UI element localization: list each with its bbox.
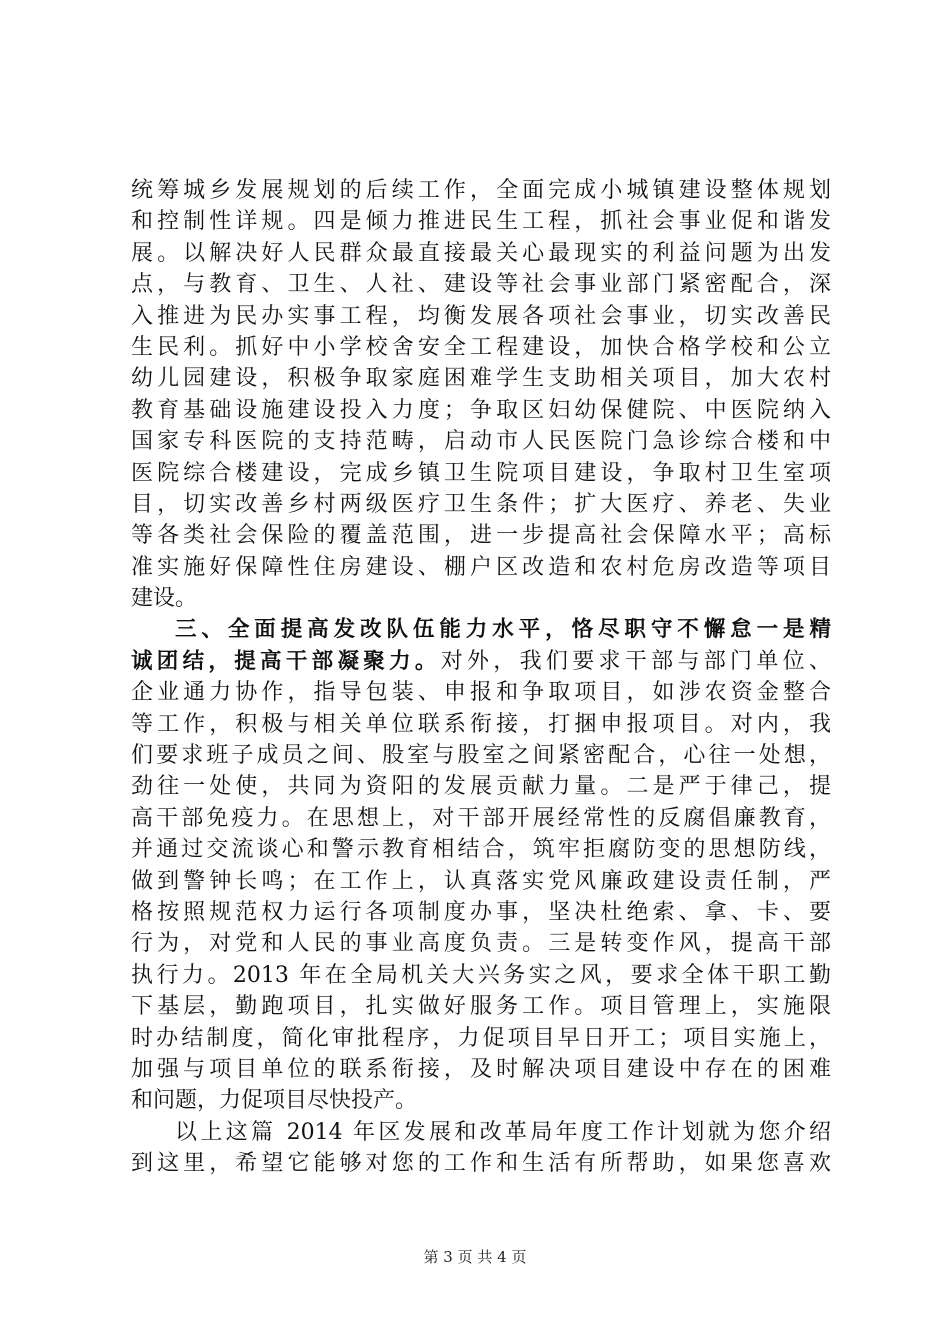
text-segment: 格按照规范权力运行各项制度办事，坚决杜绝索、拿、卡、要 — [131, 899, 831, 925]
text-line — [131, 991, 831, 1022]
bold-text-segment: 诚团结，提高干部凝聚力。 — [131, 648, 441, 674]
text-line — [131, 709, 831, 740]
text-segment: 国家专科医院的支持范畴，启动市人民医院门急诊综合楼和中 — [131, 429, 831, 455]
text-line — [131, 677, 831, 708]
text-line — [131, 269, 831, 300]
text-segment: 医院综合楼建设，完成乡镇卫生院项目建设，争取村卫生室项 — [131, 460, 831, 486]
text-line — [131, 834, 831, 865]
text-segment: 加强与项目单位的联系衔接，及时解决项目建设中存在的困难 — [131, 1056, 831, 1082]
text-segment: 做到警钟长鸣；在工作上，认真落实党风廉政建设责任制，严 — [131, 868, 831, 894]
text-line — [131, 583, 831, 614]
text-segment: 建设。 — [131, 586, 198, 612]
text-line — [131, 489, 831, 520]
text-segment: 行为，对党和人民的事业高度负责。三是转变作风，提高干部 — [131, 931, 831, 957]
page-footer: 第 3 页 共 4 页 — [423, 1248, 527, 1266]
text-line — [131, 928, 831, 959]
text-segment: 准实施好保障性住房建设、棚户区改造和农村危房改造等项目 — [131, 554, 831, 580]
text-segment: 等工作，积极与相关单位联系衔接，打捆申报项目。对内，我 — [131, 711, 831, 737]
text-segment: 展。以解决好人民群众最直接最关心最现实的利益问题为出发 — [131, 240, 831, 266]
text-segment: 劲往一处使，共同为资阳的发展贡献力量。二是严于律己，提 — [131, 774, 831, 800]
text-line — [131, 301, 831, 332]
text-segment: 高干部免疫力。在思想上，对干部开展经常性的反腐倡廉教育， — [131, 805, 831, 831]
text-line — [131, 771, 831, 802]
bold-text-segment: 三、全面提高发改队伍能力水平，恪尽职守不懈怠一是精 — [175, 617, 831, 643]
text-segment: 幼儿园建设，积极争取家庭困难学生支助相关项目，加大农村 — [131, 366, 831, 392]
text-segment: 时办结制度，简化审批程序，力促项目早日开工；项目实施上， — [131, 1025, 831, 1051]
text-line — [131, 1085, 831, 1116]
text-segment: 等各类社会保险的覆盖范围，进一步提高社会保障水平；高标 — [131, 523, 831, 549]
text-line — [131, 1023, 831, 1054]
text-segment: 生民利。抓好中小学校舍安全工程建设，加快合格学校和公立 — [131, 334, 831, 360]
text-line — [131, 614, 831, 645]
text-line — [131, 740, 831, 771]
text-line — [131, 426, 831, 457]
text-line — [131, 646, 831, 677]
text-line — [131, 960, 831, 991]
text-line — [131, 332, 831, 363]
text-segment: 企业通力协作，指导包装、申报和争取项目，如涉农资金整合 — [131, 680, 831, 706]
text-line — [131, 866, 831, 897]
text-line — [131, 175, 831, 206]
text-segment: 统筹城乡发展规划的后续工作，全面完成小城镇建设整体规划 — [131, 178, 831, 203]
text-line — [131, 1054, 831, 1085]
text-segment: 到这里，希望它能够对您的工作和生活有所帮助，如果您喜欢 — [131, 1151, 831, 1177]
text-line — [131, 520, 831, 551]
text-segment: 以上这篇 2014 年区发展和改革局年度工作计划就为您介绍 — [175, 1119, 831, 1145]
document-body — [131, 175, 831, 1180]
text-line — [131, 897, 831, 928]
text-segment: 们要求班子成员之间、股室与股室之间紧密配合，心往一处想， — [131, 743, 831, 769]
text-segment: 点，与教育、卫生、人社、建设等社会事业部门紧密配合，深 — [131, 272, 831, 298]
text-segment: 并通过交流谈心和警示教育相结合，筑牢拒腐防变的思想防线， — [131, 837, 831, 863]
text-segment: 教育基础设施建设投入力度；争取区妇幼保健院、中医院纳入 — [131, 397, 831, 423]
text-segment: 和控制性详规。四是倾力推进民生工程，抓社会事业促和谐发 — [131, 209, 831, 235]
text-segment: 目，切实改善乡村两级医疗卫生条件；扩大医疗、养老、失业 — [131, 491, 831, 517]
text-line — [131, 363, 831, 394]
text-line — [131, 1117, 831, 1148]
text-line — [131, 238, 831, 269]
text-segment: 下基层，勤跑项目，扎实做好服务工作。项目管理上，实施限 — [131, 994, 831, 1020]
text-segment: 执行力。2013 年在全局机关大兴务实之风，要求全体干职工勤 — [131, 962, 831, 988]
text-line — [131, 552, 831, 583]
text-segment: 入推进为民办实事工程，均衡发展各项社会事业，切实改善民 — [131, 303, 831, 329]
text-segment: 对外，我们要求干部与部门单位、 — [440, 648, 831, 674]
text-line — [131, 206, 831, 237]
text-segment: 和问题，力促项目尽快投产。 — [131, 1088, 418, 1114]
text-line — [131, 803, 831, 834]
text-line — [131, 395, 831, 426]
text-line — [131, 1148, 831, 1179]
text-line — [131, 458, 831, 489]
